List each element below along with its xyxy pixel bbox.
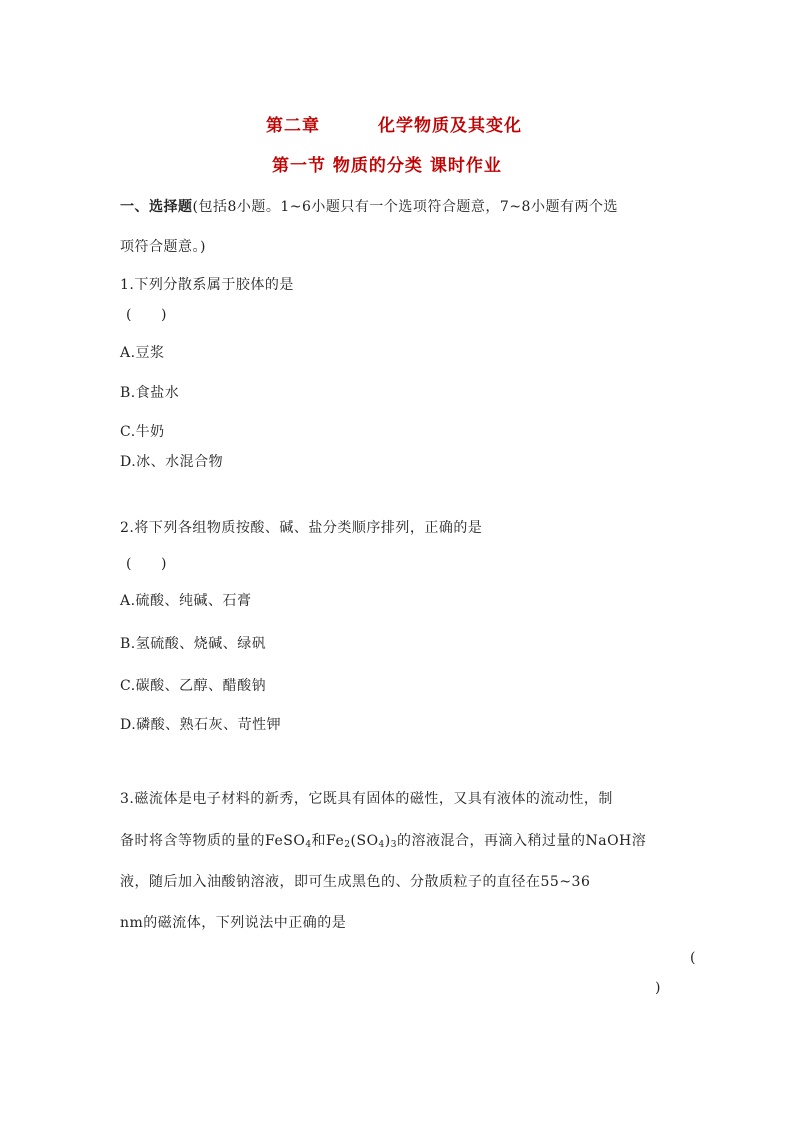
question-2-option-b: B.氢硫酸、烧碱、绿矾 [120,636,267,652]
subscript: 4 [305,840,312,850]
question-1-option-d: D.冰、水混合物 [120,454,224,470]
question-3-paren-close: ) [655,980,661,996]
question-1-option-c: C.牛奶 [120,424,165,440]
question-1-answer-paren: ( ) [126,307,167,323]
question-2-stem: 2.将下列各组物质按酸、碱、盐分类顺序排列，正确的是 [120,520,483,536]
section-label: 一、选择题 [120,199,193,215]
chapter-number: 第二章 [266,116,320,136]
subscript: 3 [390,840,397,850]
question-2-option-a: A.硫酸、纯碱、石膏 [120,593,252,609]
question-1-stem: 1.下列分散系属于胶体的是 [120,277,294,293]
question-3-line-2-part: 备时将含等物质的量的FeSO [120,833,306,849]
question-3-line-2 [120,830,646,850]
question-1-option-b: B.食盐水 [120,385,180,401]
subscript: 2 [344,840,351,850]
question-2-answer-paren: ( ) [126,556,167,572]
question-3-line-2-part: ) [384,833,391,849]
question-3-line-2-part: (SO [350,833,379,849]
section-title: 第一节 物质的分类 课时作业 [272,156,502,176]
question-3-line-4: nm的磁流体，下列说法中正确的是 [120,915,347,931]
section-note: (包括8小题。1~6小题只有一个选项符合题意，7~8小题有两个选 [192,199,618,215]
question-3-line-1: 3.磁流体是电子材料的新秀，它既具有固体的磁性，又具有液体的流动性，制 [120,791,613,807]
question-3-paren-open: ( [690,950,696,966]
question-3-line-3: 液，随后加入油酸钠溶液，即可生成黑色的、分散质粒子的直径在55~36 [120,874,591,890]
question-3-line-2-part: 和Fe [311,833,345,849]
section-heading [120,196,618,216]
question-1-option-a: A.豆浆 [120,345,165,361]
question-3-line-2-part: 的溶液混合，再滴入稍过量的NaOH溶 [396,833,647,849]
subscript: 4 [378,840,385,850]
chapter-title: 化学物质及其变化 [378,116,522,136]
question-2-option-d: D.磷酸、熟石灰、苛性钾 [120,717,282,733]
section-note-continued: 项符合题意。) [120,239,206,255]
question-2-option-c: C.碳酸、乙醇、醋酸钠 [120,678,267,694]
